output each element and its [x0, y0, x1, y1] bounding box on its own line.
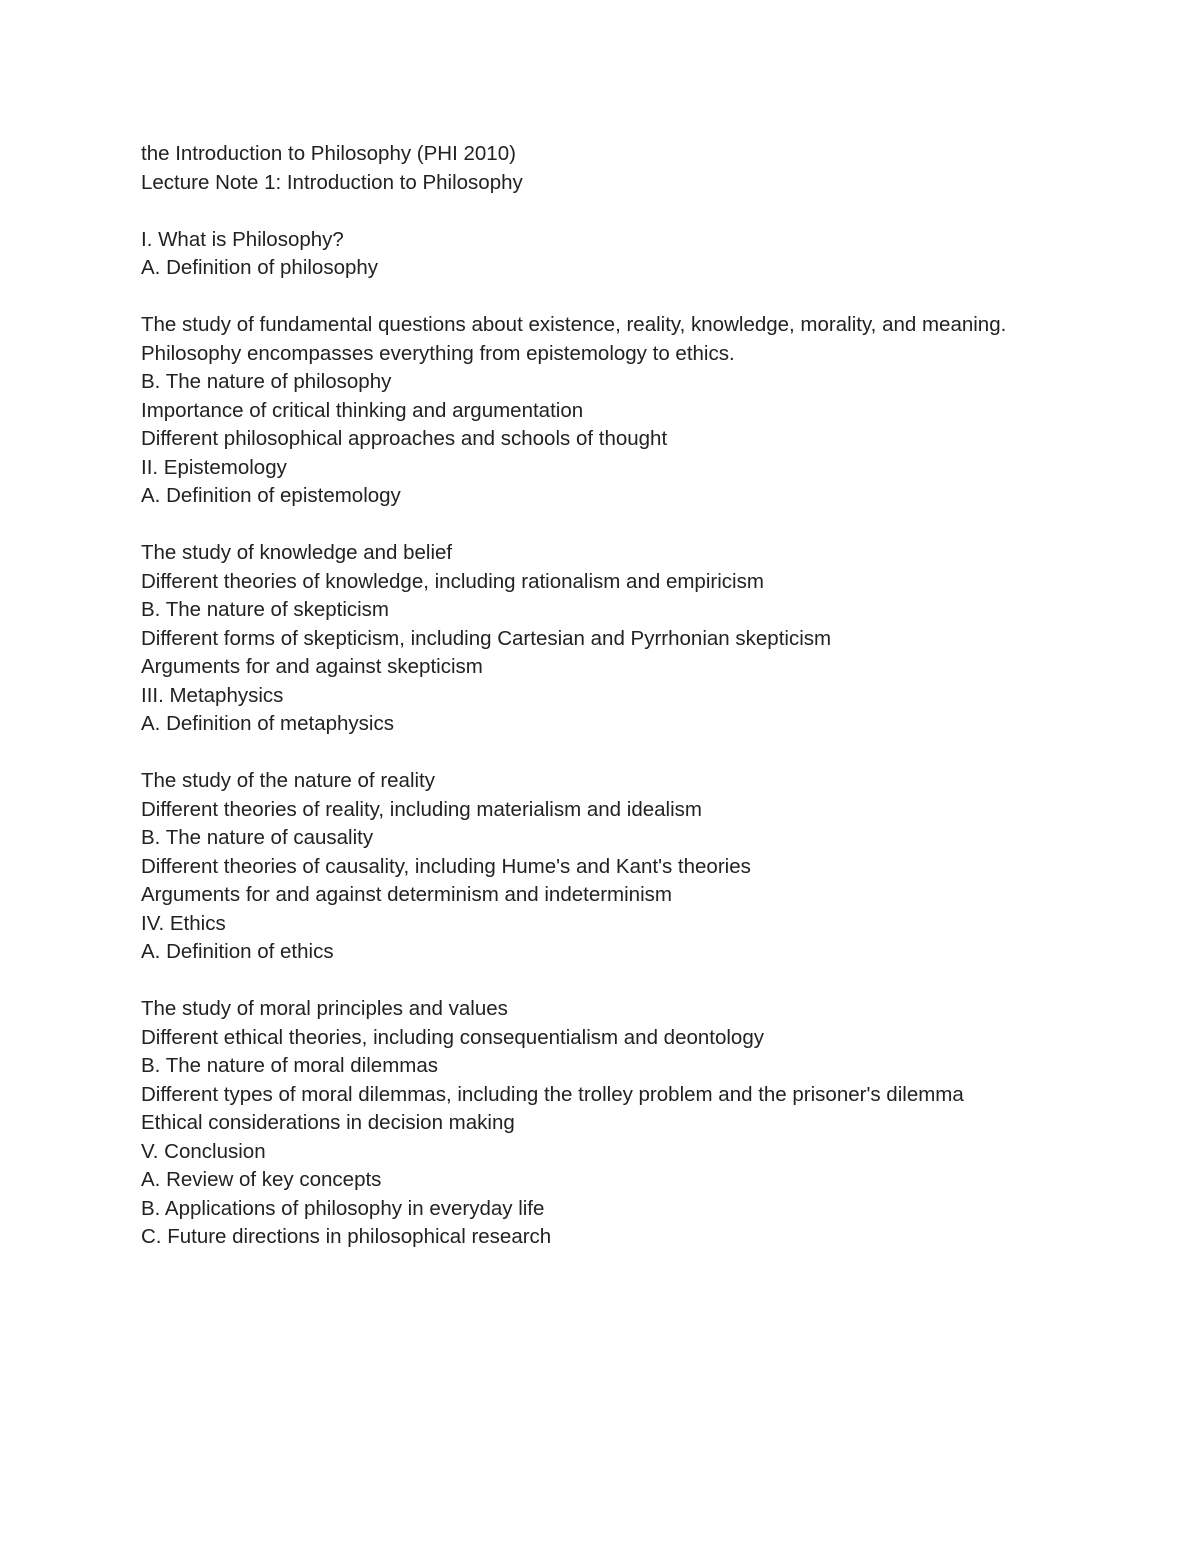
outline-line: B. The nature of skepticism	[141, 598, 390, 621]
outline-line: Different theories of reality, including materialism and idealism	[141, 797, 702, 821]
outline-line: The study of the nature of reality	[141, 769, 435, 792]
outline-line: V. Conclusion	[141, 1139, 266, 1163]
outline-line: A. Definition of metaphysics	[141, 712, 394, 735]
outline-line: The study of fundamental questions about existence, reality, knowledge, morality, and meaning.	[141, 313, 1007, 336]
spacer	[141, 967, 1141, 996]
outline-line: B. The nature of causality	[141, 826, 374, 849]
outline-line: IV. Ethics	[141, 911, 226, 935]
outline-line: I. What is Philosophy?	[141, 227, 344, 251]
outline-line: B. The nature of philosophy	[141, 370, 392, 393]
outline-line: III. Metaphysics	[141, 683, 284, 707]
course-title: the Introduction to Philosophy (PHI 2010)	[141, 142, 516, 165]
document-body	[141, 140, 1141, 1252]
outline-line: B. Applications of philosophy in everyday life	[141, 1196, 545, 1220]
lecture-title: Lecture Note 1: Introduction to Philosophy	[141, 170, 523, 194]
outline-line: Importance of critical thinking and argumentation	[141, 398, 584, 422]
spacer	[141, 511, 1141, 540]
outline-line: The study of moral principles and values	[141, 997, 508, 1020]
outline-line: Different theories of knowledge, including rationalism and empiricism	[141, 569, 764, 593]
spacer	[141, 197, 1141, 226]
outline-line: II. Epistemology	[141, 455, 287, 479]
outline-line: A. Definition of ethics	[141, 940, 334, 963]
outline-line: Arguments for and against determinism and indeterminism	[141, 883, 672, 906]
outline-line: C. Future directions in philosophical research	[141, 1225, 552, 1248]
outline-line: Philosophy encompasses everything from epistemology to ethics.	[141, 341, 735, 365]
outline-line: Different types of moral dilemmas, including the trolley problem and the prisoner's dilemma	[141, 1082, 964, 1106]
outline-line: Different philosophical approaches and schools of thought	[141, 427, 668, 450]
outline-line: A. Definition of epistemology	[141, 484, 401, 507]
outline-line: A. Review of key concepts	[141, 1168, 382, 1191]
spacer	[141, 739, 1141, 768]
outline-line: Different ethical theories, including consequentialism and deontology	[141, 1025, 764, 1049]
outline-line: B. The nature of moral dilemmas	[141, 1054, 438, 1077]
outline-line: Different theories of causality, including Hume's and Kant's theories	[141, 854, 751, 878]
outline-line: The study of knowledge and belief	[141, 541, 453, 564]
outline-line: A. Definition of philosophy	[141, 256, 379, 279]
outline-line: Ethical considerations in decision making	[141, 1111, 515, 1134]
lecture-outline	[141, 226, 1141, 1252]
outline-line: Different forms of skepticism, including Cartesian and Pyrrhonian skepticism	[141, 626, 832, 650]
spacer	[141, 283, 1141, 312]
outline-line: Arguments for and against skepticism	[141, 655, 483, 678]
